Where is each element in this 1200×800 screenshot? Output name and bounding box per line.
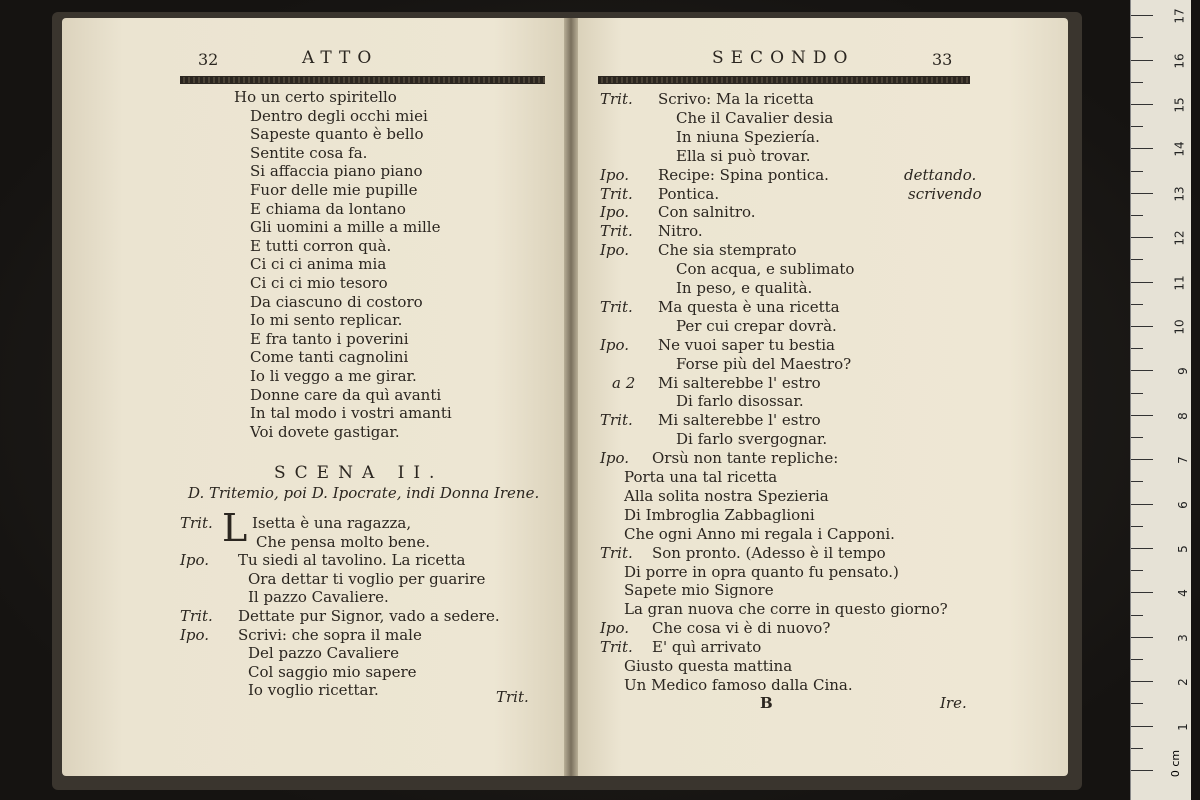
scene-subtitle: D. Tritemio, poi D. Ipocrate, indi Donna Irene.: [188, 484, 540, 502]
dialogue-line: Che pensa molto bene.: [256, 532, 430, 551]
ruler-tick: [1131, 570, 1143, 571]
dialogue-line: Son pronto. (Adesso è il tempo: [652, 543, 886, 562]
speaker-label: Ipo.: [180, 551, 210, 570]
left-page: [62, 18, 570, 776]
ruler-tick: [1131, 126, 1143, 127]
dialogue-line: In niuna Speziería.: [676, 127, 820, 146]
ruler-number: 9: [1176, 367, 1191, 376]
dialogue-line: Con acqua, e sublimato: [676, 260, 855, 279]
ruler-tick: [1131, 370, 1153, 371]
drop-cap: L: [222, 506, 248, 550]
ruler-tick: [1131, 326, 1153, 327]
ruler-tick: [1131, 148, 1153, 149]
verse-line: Sentite cosa fa.: [250, 143, 368, 162]
ruler-tick: [1131, 770, 1153, 771]
speaker-label: Trit.: [180, 607, 213, 625]
dialogue-line: Ma questa è una ricetta: [658, 297, 840, 316]
dialogue-line: Mi salterebbe l' estro: [658, 373, 821, 392]
verse-line: E fra tanto i poverini: [250, 329, 409, 348]
ruler-tick: [1131, 15, 1153, 16]
speaker-label: Ipo.: [600, 241, 630, 260]
dialogue-line: Ella si può trovar.: [676, 146, 811, 165]
ruler-number: 4: [1176, 589, 1191, 598]
verse-line: Ci ci ci mio tesoro: [250, 274, 388, 292]
ruler-tick: [1131, 104, 1153, 105]
dialogue-line: Nitro.: [658, 222, 703, 241]
verse-line: Voi dovete gastigar.: [250, 422, 400, 441]
verse-line: Io mi sento replicar.: [250, 311, 403, 330]
dialogue-line: Ne vuoi saper tu bestia: [658, 335, 835, 354]
speaker-label: Trit.: [600, 543, 633, 562]
ruler-tick: [1131, 82, 1143, 83]
dialogue-line: Pontica.: [658, 184, 720, 203]
ruler-tick: [1131, 259, 1143, 260]
dialogue-line: Scrivo: Ma la ricetta: [658, 90, 814, 108]
speaker-label: Ipo.: [600, 335, 630, 354]
ruler-tick: [1131, 637, 1153, 638]
speaker-label: Trit.: [600, 638, 633, 657]
verse-line: Ci ci ci anima mia: [250, 255, 387, 274]
right-catchword: Ire.: [940, 694, 967, 712]
ruler-tick: [1131, 215, 1143, 216]
ruler-tick: [1131, 60, 1153, 61]
right-running-header: SECONDO: [712, 48, 855, 68]
dialogue-line: Che il Cavalier desia: [676, 108, 834, 127]
dialogue-line: Recipe: Spina pontica.: [658, 165, 829, 184]
ruler-tick: [1131, 481, 1143, 482]
ruler-tick: [1131, 526, 1143, 527]
verse-line: Come tanti cagnolini: [250, 348, 409, 367]
ruler-tick: [1131, 171, 1143, 172]
dialogue-line: In peso, e qualità.: [676, 279, 813, 297]
ruler-tick: [1131, 548, 1153, 549]
right-page-number: 33: [932, 50, 953, 69]
dialogue-line: Di Imbroglia Zabbaglioni: [624, 505, 815, 524]
ruler-number: 3: [1176, 633, 1191, 642]
ruler-tick: [1131, 615, 1143, 616]
verse-line: Fuor delle mie pupille: [250, 181, 418, 199]
speaker-label: Trit.: [180, 514, 213, 532]
ruler-tick: [1131, 393, 1143, 394]
dialogue-line: Sapete mio Signore: [624, 581, 774, 600]
speaker-label: Trit.: [600, 184, 633, 203]
ruler-number: 11: [1172, 274, 1187, 291]
dialogue-line: Che sia stemprato: [658, 241, 797, 260]
ruler-tick: [1131, 304, 1143, 305]
ruler-tick: [1131, 37, 1143, 38]
ruler-tick: [1131, 415, 1153, 416]
stage-direction: dettando.: [904, 165, 977, 184]
left-catchword: Trit.: [496, 688, 529, 706]
speaker-label: Trit.: [600, 297, 633, 316]
dialogue-line: Che cosa vi è di nuovo?: [652, 619, 831, 638]
ruler-number: 6: [1176, 500, 1191, 509]
ruler-number: 5: [1176, 545, 1191, 553]
dialogue-line: E' quì arrivato: [652, 638, 762, 657]
speaker-label: Ipo.: [180, 625, 210, 644]
scene-title: SCENA II.: [274, 463, 444, 483]
dialogue-line: Isetta è una ragazza,: [252, 514, 412, 532]
ruler-number: 12: [1172, 230, 1187, 246]
ruler-tick: [1131, 681, 1153, 682]
stage-direction: scrivendo: [908, 184, 982, 203]
ruler-number: 2: [1176, 678, 1191, 687]
ruler-tick: [1131, 659, 1143, 660]
dialogue-line: Per cui crepar dovrà.: [676, 316, 837, 335]
dialogue-line: Di farlo svergognar.: [676, 430, 828, 449]
ruler-tick: [1131, 437, 1143, 438]
ruler-number: 7: [1176, 456, 1191, 465]
speaker-label: Trit.: [600, 411, 633, 430]
dialogue-line: Alla solita nostra Spezieria: [624, 486, 829, 505]
dialogue-line: Del pazzo Cavaliere: [248, 644, 399, 663]
dialogue-line: Io voglio ricettar.: [248, 681, 379, 700]
speaker-label: Trit.: [600, 222, 633, 241]
left-header-rule: [180, 76, 545, 84]
verse-line: Ho un certo spiritello: [234, 88, 397, 106]
ruler-tick: [1131, 504, 1153, 505]
verse-line: In tal modo i vostri amanti: [250, 404, 452, 423]
ruler-number: 17: [1172, 8, 1187, 24]
dialogue-line: Il pazzo Cavaliere.: [248, 588, 389, 607]
dialogue-line: Con salnitro.: [658, 203, 756, 222]
ruler-tick: [1131, 348, 1143, 349]
right-header-rule: [598, 76, 970, 84]
ruler-tick: [1131, 726, 1153, 727]
speaker-label: Trit.: [600, 90, 633, 108]
dialogue-line: Di porre in opra quanto fu pensato.): [624, 562, 899, 581]
ruler-unit-label: 0 cm: [1168, 749, 1182, 778]
ruler-number: 13: [1172, 186, 1187, 202]
left-page-number: 32: [198, 50, 219, 69]
verse-line: Sapeste quanto è bello: [250, 125, 424, 144]
verse-line: Donne care da quì avanti: [250, 385, 442, 404]
verse-line: Gli uomini a mille a mille: [250, 218, 441, 237]
speaker-label: Ipo.: [600, 619, 630, 638]
ruler-number: 10: [1172, 319, 1187, 335]
right-page: [572, 18, 1068, 776]
verse-line: Dentro degli occhi miei: [250, 106, 428, 125]
ruler-number: 15: [1172, 97, 1187, 113]
speaker-label: Ipo.: [600, 449, 630, 468]
speaker-label: a 2: [612, 373, 636, 392]
dialogue-line: Ora dettar ti voglio per guarire: [248, 569, 486, 588]
speaker-label: Ipo.: [600, 165, 630, 184]
ruler-number: 1: [1176, 722, 1191, 731]
measuring-ruler: [1130, 0, 1191, 800]
dialogue-line: La gran nuova che corre in questo giorno?: [624, 600, 948, 619]
left-running-header: ATTO: [302, 48, 379, 68]
dialogue-line: Dettate pur Signor, vado a sedere.: [238, 607, 500, 625]
dialogue-line: Un Medico famoso dalla Cina.: [624, 675, 853, 694]
verse-line: E tutti corron quà.: [250, 236, 392, 255]
dialogue-line: Col saggio mio sapere: [248, 662, 417, 681]
ruler-tick: [1131, 193, 1153, 194]
ruler-number: 16: [1172, 52, 1187, 69]
book-gutter: [564, 18, 578, 776]
dialogue-line: Orsù non tante repliche:: [652, 449, 839, 468]
signature-mark: B: [760, 694, 773, 712]
ruler-tick: [1131, 748, 1143, 749]
dialogue-line: Di farlo disossar.: [676, 392, 804, 411]
speaker-label: Ipo.: [600, 203, 630, 222]
dialogue-line: Porta una tal ricetta: [624, 468, 778, 486]
dialogue-line: Scrivi: che sopra il male: [238, 625, 422, 644]
ruler-tick: [1131, 592, 1153, 593]
dialogue-line: Giusto questa mattina: [624, 657, 793, 675]
dialogue-line: Mi salterebbe l' estro: [658, 411, 821, 430]
verse-line: Io li veggo a me girar.: [250, 367, 417, 385]
ruler-tick: [1131, 459, 1153, 460]
dialogue-line: Che ogni Anno mi regala i Capponi.: [624, 524, 895, 543]
dialogue-line: Tu siedi al tavolino. La ricetta: [238, 551, 466, 570]
ruler-tick: [1131, 703, 1143, 704]
ruler-tick: [1131, 237, 1153, 238]
ruler-tick: [1131, 282, 1153, 283]
verse-line: E chiama da lontano: [250, 199, 406, 218]
verse-line: Si affaccia piano piano: [250, 162, 423, 181]
verse-line: Da ciascuno di costoro: [250, 292, 423, 311]
dialogue-line: Forse più del Maestro?: [676, 354, 852, 373]
ruler-number: 8: [1176, 411, 1191, 420]
ruler-number: 14: [1172, 141, 1187, 158]
